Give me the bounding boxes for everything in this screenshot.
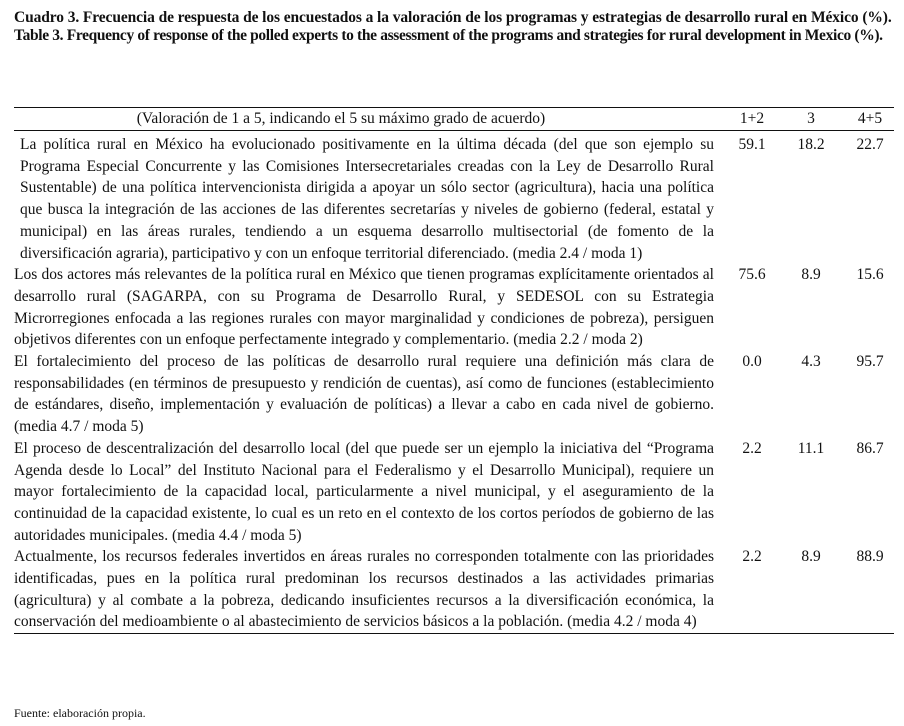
table-header-row [14, 108, 894, 131]
table-row [14, 131, 894, 265]
row-statement: El proceso de descentralización del desarrollo local (del que puede ser un ejemplo la iniciativa del “Programa Agenda desde lo Local” del Instituto Nacional para el Federalismo y el Desarrollo Municipal), requiere un mayor fortalecimiento de la capacidad local, particularmente a nivel municipal, y el aseguramiento de la continuidad de la capacidad existente, lo cual es un reto en el contexto de los cortos períodos de gobierno de las autoridades municipales. (media 4.4 / moda 5) [14, 439, 714, 544]
header-col-1-2: 1+2 [728, 108, 776, 131]
header-col-4-5: 4+5 [846, 108, 894, 131]
survey-table [14, 107, 894, 634]
caption-english: Table 3. Frequency of response of the polled experts to the assessment of the programs and strategies for rural development in Mexico (%). [14, 27, 883, 44]
row-value-1-2: 0.0 [742, 353, 762, 371]
row-value-4-5: 22.7 [856, 136, 884, 153]
row-value-3: 4.3 [801, 353, 821, 371]
row-value-3: 8.9 [801, 266, 821, 284]
row-value-1-2: 59.1 [738, 136, 766, 153]
row-value-3: 8.9 [776, 546, 846, 633]
caption-spanish: Cuadro 3. Frecuencia de respuesta de los encuestados a la valoración de los programas y estrategias de desarrollo rural en México (%). [14, 9, 892, 26]
table-row [14, 438, 894, 547]
row-value-3: 11.1 [797, 439, 825, 457]
row-value-4-5: 15.6 [856, 266, 884, 284]
header-scale-label: (Valoración de 1 a 5, indicando el 5 su máximo grado de acuerdo) [14, 108, 728, 131]
header-col-3: 3 [776, 108, 846, 131]
row-value-4-5: 88.9 [846, 546, 894, 633]
table-row [14, 351, 894, 438]
source-note: Fuente: elaboración propia. [14, 706, 146, 720]
row-value-4-5: 86.7 [856, 439, 884, 457]
row-value-1-2: 2.2 [742, 439, 762, 457]
row-statement: Los dos actores más relevantes de la política rural en México que tienen programas explícitamente orientados al desarrollo rural (SAGARPA, con su Programa de Desarrollo Rural, y SEDESOL con su Estrategia Microrregiones enfocada a las regiones rurales con mayor marginalidad y condiciones de pobreza), persiguen objetivos diferentes con un enfoque perfectamente integrado y complementario. (media 2.2 / moda 2) [14, 266, 714, 349]
row-value-1-2: 2.2 [728, 546, 776, 633]
table-captions [14, 9, 898, 45]
row-value-1-2: 75.6 [738, 266, 766, 284]
row-value-3: 18.2 [797, 136, 825, 153]
table-row [14, 264, 894, 351]
row-statement: El fortalecimiento del proceso de las políticas de desarrollo rural requiere una definición más clara de responsabilidades (en términos de presupuesto y rendición de cuentas), así como de funciones (establecimiento de estándares, diseño, implementación y evaluación de políticas) a llevar a cabo en cada nivel de gobierno. (media 4.7 / moda 5) [14, 353, 714, 436]
row-statement: La política rural en México ha evolucionado positivamente en la última década (del que son ejemplo su Programa Especial Concurrente y las Comisiones Intersecretariales creadas con la Ley de Desarrollo Rural Sustentable) de una política intervencionista dirigida a apoyar un sólo sector (agricultura), hacia una política que busca la integración de las acciones de las diferentes secretarías y niveles de gobierno (federal, estatal y municipal) en las áreas rurales, tendiendo a un esquema desarrollo multisectorial (de fomento de la diversificación agraria), participativo y con un enfoque territorial diferenciado. (media 2.4 / moda 1) [20, 136, 714, 262]
row-statement: Actualmente, los recursos federales invertidos en áreas rurales no corresponden totalmente con las prioridades identificadas, pues en la política rural predominan los recursos destinados a las actividades primarias (agricultura) y al combate a la pobreza, dedicando insuficientes recursos a la diversificación económica, la conservación del medioambiente o al abastecimiento de servicios básicos a la población. (media 4.2 / moda 4) [14, 546, 728, 633]
table-row [14, 546, 894, 633]
row-value-4-5: 95.7 [856, 353, 884, 371]
